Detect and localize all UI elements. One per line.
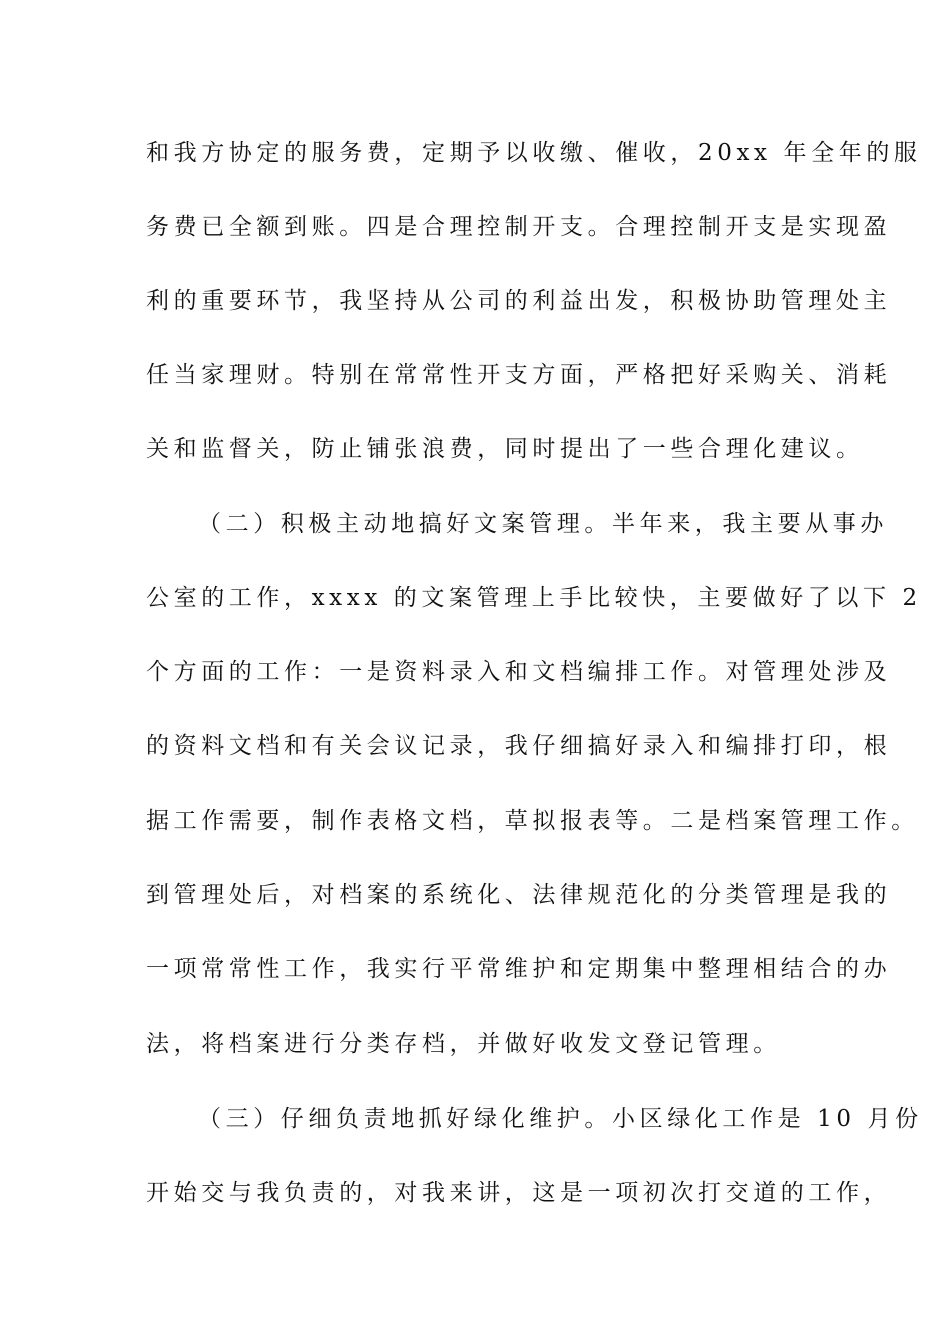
text-line-4: 任当家理财。特别在常常性开支方面，严格把好采购关、消耗 (146, 362, 892, 388)
text-line-15: 开始交与我负责的，对我来讲，这是一项初次打交道的工作， (146, 1180, 892, 1206)
text-line-11: 到管理处后，对档案的系统化、法律规范化的分类管理是我的 (146, 882, 892, 908)
paragraph-2-first-line: （二）积极主动地搞好文案管理。半年来，我主要从事办 (198, 511, 888, 537)
text-line-9: 的资料文档和有关会议记录，我仔细搞好录入和编排打印，根 (146, 733, 892, 759)
text-line-2: 务费已全额到账。四是合理控制开支。合理控制开支是实现盈 (146, 214, 892, 240)
text-line-10: 据工作需要，制作表格文档，草拟报表等。二是档案管理工作。 (146, 808, 919, 834)
text-line-13: 法，将档案进行分类存档，并做好收发文登记管理。 (146, 1031, 781, 1057)
text-line-8: 个方面的工作：一是资料录入和文档编排工作。对管理处涉及 (146, 659, 892, 685)
text-line-1: 和我方协定的服务费，定期予以收缴、催收，20xx 年全年的服 (146, 140, 922, 166)
text-line-3: 利的重要环节，我坚持从公司的利益出发，积极协助管理处主 (146, 288, 892, 314)
paragraph-3-first-line: （三）仔细负责地抓好绿化维护。小区绿化工作是 10 月份 (198, 1106, 923, 1132)
text-line-5: 关和监督关，防止铺张浪费，同时提出了一些合理化建议。 (146, 436, 864, 462)
text-line-7: 公室的工作，xxxx 的文案管理上手比较快，主要做好了以下 2 (146, 585, 922, 611)
text-line-12: 一项常常性工作，我实行平常维护和定期集中整理相结合的办 (146, 956, 892, 982)
